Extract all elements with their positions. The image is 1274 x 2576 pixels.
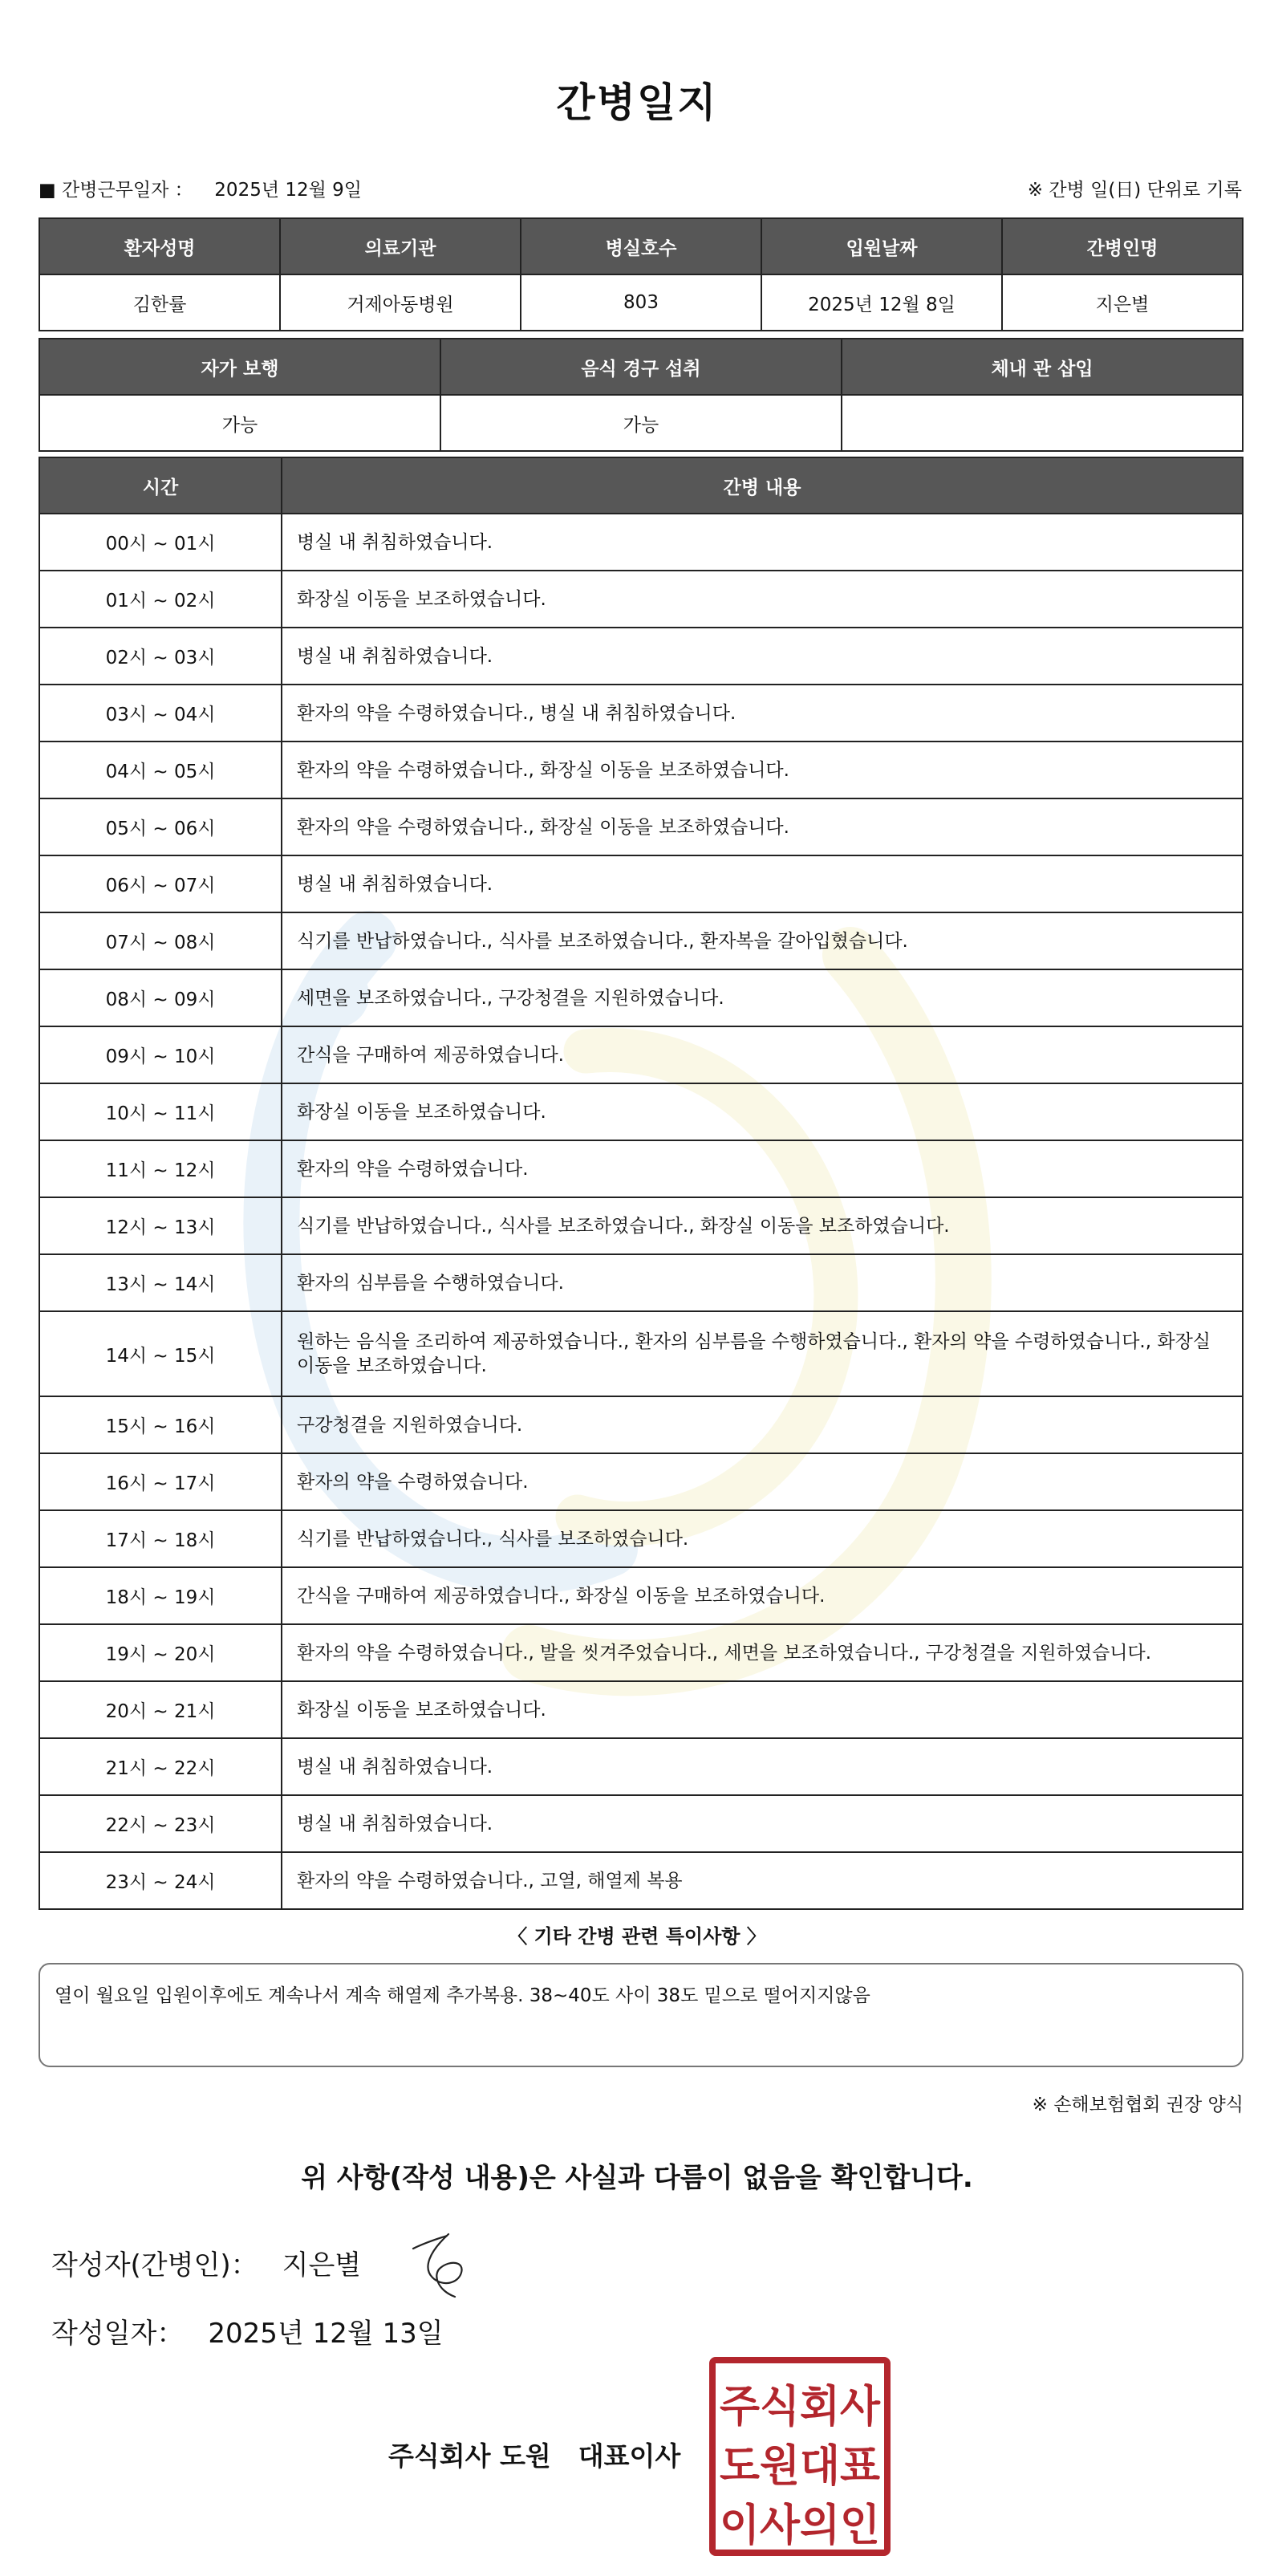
care-log-content: 세면을 보조하였습니다., 구강청결을 지원하였습니다. (282, 969, 1243, 1026)
care-log-content: 환자의 약을 수령하였습니다. (282, 1140, 1243, 1197)
care-log-row (39, 1453, 1243, 1510)
header-tube-insertion: 체내 관 삽입 (842, 339, 1243, 395)
care-log-table (39, 457, 1244, 1910)
care-log-row (39, 1567, 1243, 1624)
care-log-time: 07시 ~ 08시 (39, 912, 282, 969)
care-log-content: 환자의 약을 수령하였습니다., 고열, 해열제 복용 (282, 1852, 1243, 1909)
company-representative-title: 대표이사 (578, 2440, 681, 2472)
care-log-row (39, 1311, 1243, 1396)
status-header-row (39, 339, 1243, 395)
care-log-time: 20시 ~ 21시 (39, 1681, 282, 1738)
written-date-value: 2025년 12월 13일 (208, 2318, 444, 2350)
care-log-content: 구강청결을 지원하였습니다. (282, 1396, 1243, 1453)
unit-note: ※ 간병 일(日) 단위로 기록 (1027, 180, 1242, 201)
care-log-time: 13시 ~ 14시 (39, 1254, 282, 1311)
remarks-box (39, 1963, 1244, 2067)
writer-label: 작성자(간병인)： (51, 2249, 258, 2281)
remarks-title: 〈 기타 간병 관련 특이사항 〉 (508, 1925, 766, 1948)
header-self-walking: 자가 보행 (39, 339, 440, 395)
svg-text:이사의인: 이사의인 (720, 2500, 880, 2550)
care-log-content: 환자의 약을 수령하였습니다., 병실 내 취침하였습니다. (282, 685, 1243, 742)
care-log-content: 간식을 구매하여 제공하였습니다. (282, 1026, 1243, 1083)
care-log-content: 병실 내 취침하였습니다. (282, 855, 1243, 912)
tube-insertion-value (842, 395, 1243, 451)
company-name: 주식회사 도원 (388, 2440, 551, 2472)
header-time: 시간 (39, 457, 282, 514)
care-log-row (39, 1140, 1243, 1197)
care-log-body (39, 514, 1243, 1909)
care-log-row (39, 1738, 1243, 1795)
patient-info-table (39, 217, 1244, 331)
care-log-time: 04시 ~ 05시 (39, 742, 282, 798)
care-log-content: 병실 내 취침하였습니다. (282, 1738, 1243, 1795)
care-log-content: 화장실 이동을 보조하였습니다. (282, 1681, 1243, 1738)
header-admission-date: 입원날짜 (761, 218, 1002, 274)
care-log-time: 00시 ~ 01시 (39, 514, 282, 571)
care-log-row (39, 1795, 1243, 1852)
care-log-content: 환자의 약을 수령하였습니다., 화장실 이동을 보조하였습니다. (282, 742, 1243, 798)
svg-text:도원대표: 도원대표 (720, 2440, 880, 2491)
confirmation-statement: 위 사항(작성 내용)은 사실과 다름이 없음을 확인합니다. (301, 2162, 973, 2194)
care-log-time: 19시 ~ 20시 (39, 1624, 282, 1681)
care-log-row (39, 1681, 1243, 1738)
patient-info-header-row (39, 218, 1243, 274)
hospital-name: 거제아동병원 (280, 274, 521, 331)
care-log-content: 원하는 음식을 조리하여 제공하였습니다., 환자의 심부름을 수행하였습니다., 환자의 약을 수령하였습니다., 화장실 이동을 보조하였습니다. (282, 1311, 1243, 1396)
svg-text:주식회사: 주식회사 (720, 2381, 881, 2432)
writer-line (51, 2243, 361, 2282)
remarks-text: 열이 월요일 입원이후에도 계속나서 계속 해열제 추가복용. 38~40도 사이 38도 밑으로 떨어지지않음 (55, 1985, 870, 2006)
care-log-header-row (39, 457, 1243, 514)
care-log-time: 08시 ~ 09시 (39, 969, 282, 1026)
status-value-row (39, 395, 1243, 451)
patient-info-value-row (39, 274, 1243, 331)
care-log-time: 01시 ~ 02시 (39, 571, 282, 628)
room-number: 803 (521, 274, 761, 331)
admission-date: 2025년 12월 8일 (761, 274, 1002, 331)
care-log-time: 10시 ~ 11시 (39, 1083, 282, 1140)
header-care-content: 간병 내용 (282, 457, 1243, 514)
care-log-time: 18시 ~ 19시 (39, 1567, 282, 1624)
care-log-time: 16시 ~ 17시 (39, 1453, 282, 1510)
writer-name: 지은별 (282, 2249, 362, 2281)
oral-intake-value: 가능 (440, 395, 842, 451)
care-log-time: 02시 ~ 03시 (39, 628, 282, 685)
care-log-row (39, 571, 1243, 628)
work-date (39, 175, 362, 201)
header-caregiver-name: 간병인명 (1002, 218, 1243, 274)
header-hospital: 의료기관 (280, 218, 521, 274)
care-log-content: 환자의 약을 수령하였습니다., 발을 씻겨주었습니다., 세면을 보조하였습니다., 구강청결을 지원하였습니다. (282, 1624, 1243, 1681)
care-log-time: 06시 ~ 07시 (39, 855, 282, 912)
company-signature-line (388, 2436, 680, 2473)
care-log-content: 병실 내 취침하였습니다. (282, 514, 1243, 571)
care-log-content: 병실 내 취침하였습니다. (282, 1795, 1243, 1852)
care-log-content: 환자의 심부름을 수행하였습니다. (282, 1254, 1243, 1311)
care-log-time: 11시 ~ 12시 (39, 1140, 282, 1197)
care-log-content: 병실 내 취침하였습니다. (282, 628, 1243, 685)
header-oral-intake: 음식 경구 섭취 (440, 339, 842, 395)
care-log-row (39, 912, 1243, 969)
care-log-time: 15시 ~ 16시 (39, 1396, 282, 1453)
care-log-row (39, 1510, 1243, 1567)
care-log-content: 식기를 반납하였습니다., 식사를 보조하였습니다., 화장실 이동을 보조하였습니다. (282, 1197, 1243, 1254)
care-log-time: 09시 ~ 10시 (39, 1026, 282, 1083)
care-log-row (39, 628, 1243, 685)
care-log-row (39, 1624, 1243, 1681)
care-log-time: 14시 ~ 15시 (39, 1311, 282, 1396)
care-log-time: 23시 ~ 24시 (39, 1852, 282, 1909)
header-room-number: 병실호수 (521, 218, 761, 274)
care-log-row (39, 1396, 1243, 1453)
care-log-row (39, 1197, 1243, 1254)
care-log-row (39, 1083, 1243, 1140)
work-date-value: 2025년 12월 9일 (214, 180, 363, 201)
status-table (39, 338, 1244, 452)
header-patient-name: 환자성명 (39, 218, 280, 274)
care-log-row (39, 1254, 1243, 1311)
meta-row (39, 175, 1242, 204)
caregiver-name: 지은별 (1002, 274, 1243, 331)
care-log-content: 환자의 약을 수령하였습니다., 화장실 이동을 보조하였습니다. (282, 798, 1243, 855)
handwritten-signature (405, 2228, 477, 2300)
care-log-content: 환자의 약을 수령하였습니다. (282, 1453, 1243, 1510)
care-log-content: 간식을 구매하여 제공하였습니다., 화장실 이동을 보조하였습니다. (282, 1567, 1243, 1624)
form-source-note: ※ 손해보험협회 권장 양식 (1032, 2095, 1244, 2115)
self-walking-value: 가능 (39, 395, 440, 451)
care-log-time: 22시 ~ 23시 (39, 1795, 282, 1852)
care-log-time: 17시 ~ 18시 (39, 1510, 282, 1567)
patient-name: 김한률 (39, 274, 280, 331)
care-log-time: 05시 ~ 06시 (39, 798, 282, 855)
care-log-time: 03시 ~ 04시 (39, 685, 282, 742)
care-log-content: 식기를 반납하였습니다., 식사를 보조하였습니다. (282, 1510, 1243, 1567)
care-log-row (39, 969, 1243, 1026)
care-log-row (39, 798, 1243, 855)
care-log-row (39, 1026, 1243, 1083)
care-log-row (39, 514, 1243, 571)
work-date-label: ■ 간병근무일자 ： (39, 180, 193, 201)
care-log-row (39, 685, 1243, 742)
written-date-label: 작성일자： (51, 2318, 185, 2350)
page-title: 간병일지 (556, 79, 718, 126)
care-log-row (39, 855, 1243, 912)
care-log-content: 화장실 이동을 보조하였습니다. (282, 571, 1243, 628)
care-log-content: 식기를 반납하였습니다., 식사를 보조하였습니다., 환자복을 갈아입혔습니다. (282, 912, 1243, 969)
care-log-row (39, 742, 1243, 798)
company-seal-stamp (708, 2355, 892, 2558)
written-date-line (51, 2311, 444, 2350)
care-log-time: 12시 ~ 13시 (39, 1197, 282, 1254)
care-log-row (39, 1852, 1243, 1909)
care-log-content: 화장실 이동을 보조하였습니다. (282, 1083, 1243, 1140)
care-log-time: 21시 ~ 22시 (39, 1738, 282, 1795)
